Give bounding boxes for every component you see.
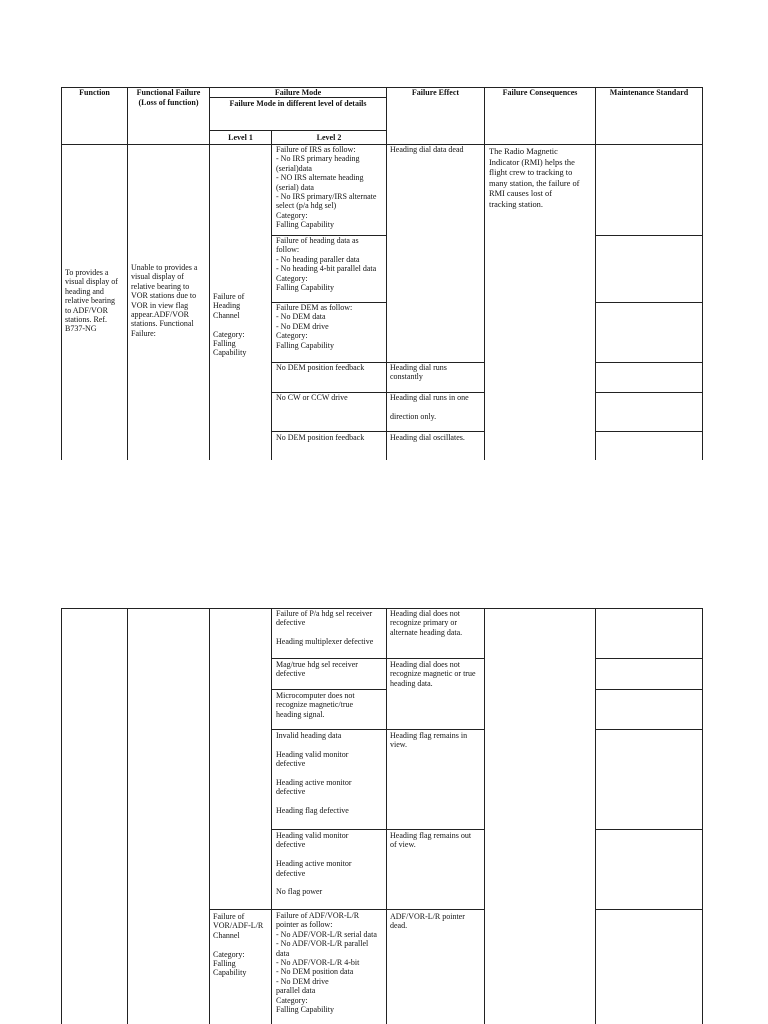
header-divider: [209, 130, 386, 131]
column-border: [209, 608, 210, 1024]
effect-cell: Heading flag remains out of view.: [390, 831, 472, 850]
level-2-cell: Failure DEM as follow: - No DEM data - No DEM drive Category: Falling Capability: [276, 303, 353, 350]
level-2-cell: Microcomputer does not recognize magnetic/true heading signal.: [276, 691, 355, 719]
column-border: [127, 87, 128, 460]
header-maintenance-standard: Maintenance Standard: [609, 88, 689, 97]
column-border: [595, 87, 596, 460]
row-divider: [271, 658, 484, 659]
level-2-cell: Invalid heading data Heading valid monitor defective Heading active monitor defective Heading flag defective: [276, 731, 352, 816]
row-divider: [595, 909, 703, 910]
header-failure-consequences: Failure Consequences: [502, 88, 578, 97]
column-border: [271, 130, 272, 460]
level-1-cell: Failure of Heading Channel Category: Falling Capability: [213, 292, 247, 358]
column-border: [209, 87, 210, 460]
header-function: Function: [79, 88, 110, 97]
row-divider: [271, 689, 387, 690]
row-divider: [271, 829, 484, 830]
consequences-cell: The Radio Magnetic Indicator (RMI) helps the flight crew to tracking to many station, the failure of RMI causes lost of tracking station.: [489, 147, 580, 209]
effect-cell: Heading dial data dead: [390, 145, 464, 154]
header-failure-mode: Failure Mode: [274, 88, 322, 97]
row-divider: [271, 431, 484, 432]
row-divider: [595, 658, 703, 659]
column-border: [386, 87, 387, 460]
level-2-cell: Failure of heading data as follow: - No heading paraller data - No heading 4-bit parallel data Category: Falling Capability: [276, 236, 377, 293]
level-2-cell: No DEM position feedback: [276, 363, 365, 372]
column-border: [484, 608, 485, 1024]
row-divider: [209, 909, 484, 910]
row-divider: [595, 235, 703, 236]
column-border: [484, 87, 485, 460]
column-border: [127, 608, 128, 1024]
header-failure-effect: Failure Effect: [411, 88, 460, 97]
level-2-cell: Mag/true hdg sel receiver defective: [276, 660, 358, 679]
level-2-cell: No CW or CCW drive: [276, 393, 348, 402]
row-divider: [595, 729, 703, 730]
row-divider: [595, 829, 703, 830]
row-divider: [595, 431, 703, 432]
row-divider: [271, 729, 484, 730]
effect-cell: Heading dial does not recognize magnetic or true heading data.: [390, 660, 476, 688]
row-divider: [595, 689, 703, 690]
column-border: [702, 608, 703, 1024]
effect-cell: Heading dial runs constantly: [390, 363, 447, 382]
header-functional-failure: Functional Failure (Loss of function): [136, 88, 201, 107]
functional-failure-cell: Unable to provides a visual display of relative bearing to VOR stations due to VOR in view flag appear.ADF/VOR stations. Functional Failure:: [131, 263, 198, 338]
column-border: [61, 608, 62, 1024]
level-2-cell: Failure of IRS as follow: - No IRS primary heading (serial)data - NO IRS alternate heading (serial) data - No IRS primary/IRS alternate select (p/a hdg sel) Category: Falling Capability: [276, 145, 377, 230]
header-failure-mode-sub: Failure Mode in different level of details: [229, 99, 367, 108]
effect-cell: Heading dial does not recognize primary or alternate heading data.: [390, 609, 463, 637]
row-divider: [595, 362, 703, 363]
column-border: [61, 87, 62, 460]
effect-cell: ADF/VOR-L/R pointer dead.: [390, 912, 465, 931]
column-border: [702, 87, 703, 460]
effect-cell: Heading dial runs in one direction only.: [390, 393, 469, 421]
level-2-cell: No DEM position feedback: [276, 433, 365, 442]
effect-cell: Heading dial oscillates.: [390, 433, 465, 442]
effect-cell: Heading flag remains in view.: [390, 731, 468, 750]
column-border: [386, 608, 387, 1024]
row-divider: [595, 302, 703, 303]
level-2-cell: Failure of ADF/VOR-L/R pointer as follow: - No ADF/VOR-L/R serial data - No ADF/VOR-L/R parallel data - No ADF/VOR-L/R 4-bit - No DEM position data - No DEM drive parallel data Category: Falling Capability: [276, 911, 377, 1015]
level-2-cell: Failure of P/a hdg sel receiver defective Heading multiplexer defective: [276, 609, 374, 647]
function-cell: To provides a visual display of heading and relative bearing to ADF/VOR stations. Ref. B737-NG: [65, 268, 118, 334]
header-level-1: Level 1: [228, 133, 253, 142]
column-border: [595, 608, 596, 1024]
header-level-2: Level 2: [316, 133, 342, 142]
row-divider: [595, 392, 703, 393]
column-border: [271, 608, 272, 1024]
level-2-cell: Heading valid monitor defective Heading active monitor defective No flag power: [276, 831, 352, 897]
level-1-cell: Failure of VOR/ADF-L/R Channel Category: Falling Capability: [213, 912, 264, 978]
